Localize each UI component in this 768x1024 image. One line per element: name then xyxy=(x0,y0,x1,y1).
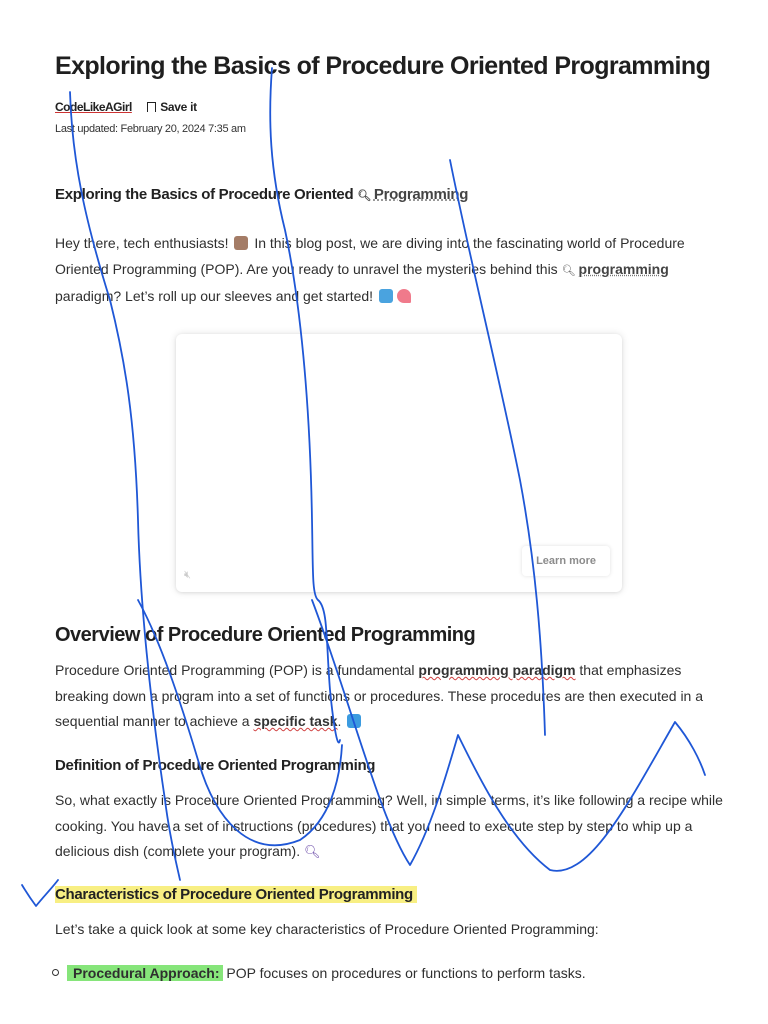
author-link[interactable]: CodeLikeAGirl xyxy=(55,100,132,114)
list-item-text: POP focuses on procedures or functions to perform tasks. xyxy=(222,965,586,981)
intro-text-b: In this blog post, we are diving into the fascinating world of Procedure Oriented Programming (POP). Are you ready to unravel the mysteries behind this xyxy=(55,235,685,277)
overview-text-c: . xyxy=(337,713,346,729)
programming-link[interactable]: Programming xyxy=(373,186,469,203)
definition-paragraph xyxy=(55,788,725,865)
characteristics-paragraph: Let’s take a quick look at some key characteristics of Procedure Oriented Programming: xyxy=(55,921,599,937)
search-icon: 🔍︎ xyxy=(357,190,371,202)
list-item xyxy=(52,965,586,981)
learn-more-button[interactable]: Learn more xyxy=(522,546,610,576)
ad-card[interactable] xyxy=(176,334,622,592)
search-icon: 🔍︎ xyxy=(561,264,576,277)
bookmark-icon xyxy=(147,102,156,112)
characteristics-heading-text: Characteristics of Procedure Oriented Programming xyxy=(55,886,417,903)
save-button[interactable] xyxy=(147,100,197,114)
last-updated: Last updated: February 20, 2024 7:35 am xyxy=(55,123,246,135)
rocket-emoji-icon xyxy=(397,289,411,303)
overview-paragraph xyxy=(55,658,725,735)
intro-paragraph xyxy=(55,231,725,310)
definition-text: So, what exactly is Procedure Oriented Programming? Well, in simple terms, it’s like following a recipe while cooking. You have a set of instructions (procedures) that you need to execute step by step to whip up a delicious dish (complete your program). xyxy=(55,792,723,859)
mute-icon[interactable]: 🔇︎ xyxy=(184,569,191,581)
programming-paradigm-link[interactable]: programming paradigm xyxy=(418,662,576,678)
overview-text-b: that emphasizes breaking down a program into a set of functions or procedures. These procedures are then executed in a sequential manner to achieve a xyxy=(55,662,704,729)
article-title: Exploring the Basics of Procedure Oriented Programming xyxy=(55,52,711,80)
laptop-emoji-icon xyxy=(379,289,393,303)
save-label: Save it xyxy=(160,100,197,114)
intro-text-c: paradigm? Let’s roll up our sleeves and get started! xyxy=(55,288,377,304)
bullet-icon xyxy=(52,969,59,976)
person-emoji-icon xyxy=(234,236,248,250)
overview-text-a: Procedure Oriented Programming (POP) is a fundamental xyxy=(55,662,419,678)
characteristics-heading xyxy=(55,886,417,903)
intro-heading-text: Exploring the Basics of Procedure Oriented xyxy=(55,186,358,203)
specific-task-link[interactable]: specific task xyxy=(253,713,338,729)
intro-text-a: Hey there, tech enthusiasts! xyxy=(55,235,233,251)
programming-link[interactable]: programming xyxy=(578,260,669,277)
repeat-emoji-icon xyxy=(347,714,361,728)
article-meta xyxy=(55,100,197,114)
list-item-label: Procedural Approach: xyxy=(67,965,223,981)
intro-heading xyxy=(55,186,468,203)
overview-heading: Overview of Procedure Oriented Programming xyxy=(55,624,476,646)
magnifier-emoji-icon: 🔍︎ xyxy=(304,844,321,859)
definition-heading: Definition of Procedure Oriented Programming xyxy=(55,757,376,774)
